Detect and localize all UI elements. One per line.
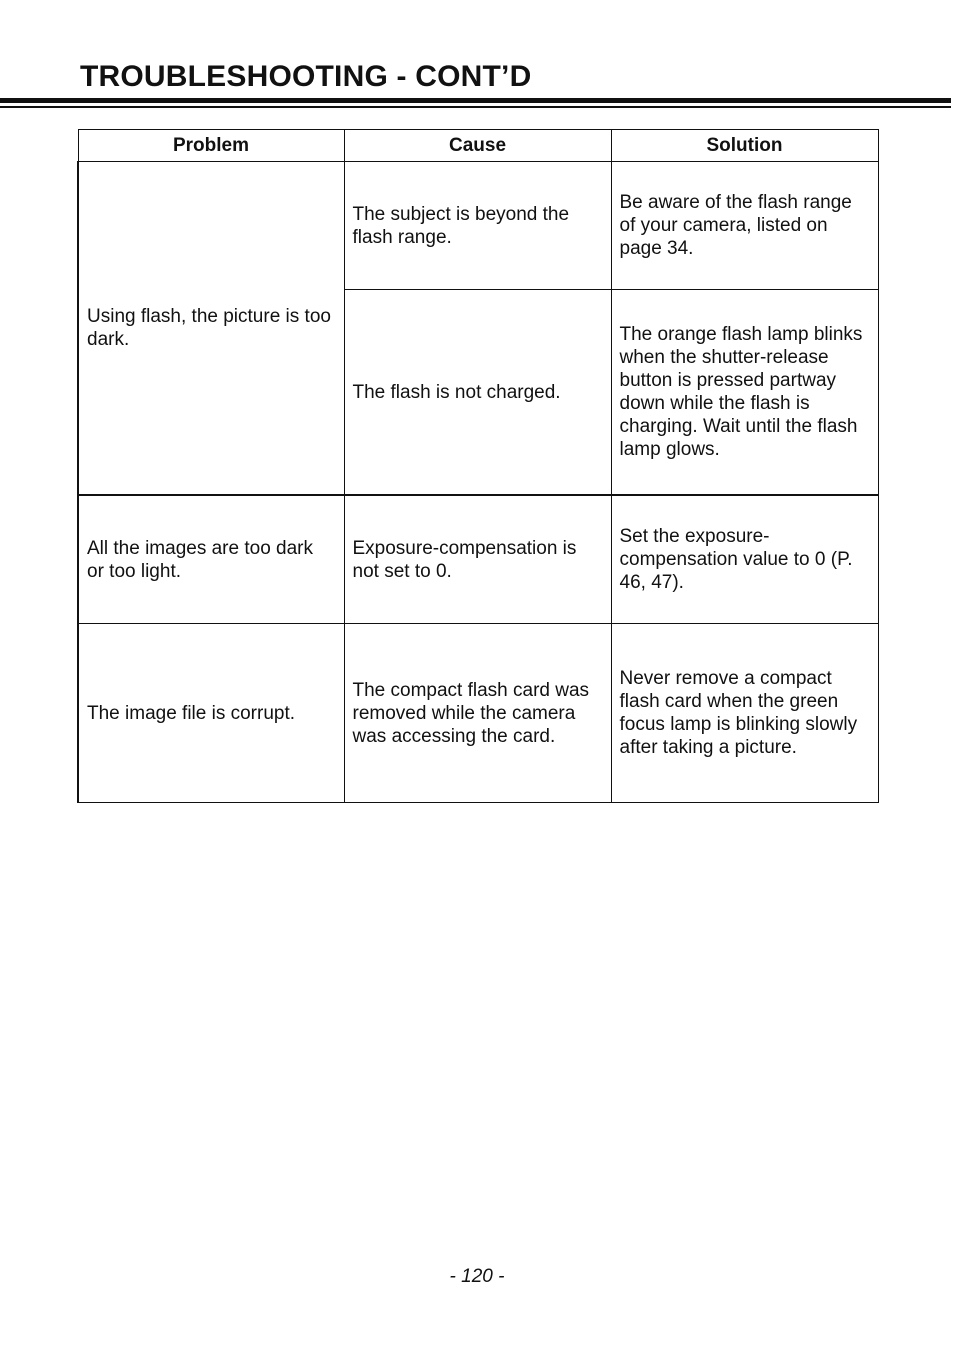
- page-number: - 120 -: [449, 1266, 505, 1287]
- header-rule-thin: [0, 106, 951, 108]
- page-title: TROUBLESHOOTING - CONT’D: [80, 60, 532, 93]
- cause-cell: Exposure-compensation is not set to 0.: [344, 495, 611, 624]
- problem-cell: All the images are too dark or too light.: [78, 495, 344, 624]
- table-row: [78, 495, 878, 624]
- header-problem: Problem: [78, 130, 344, 162]
- solution-cell: Be aware of the flash range of your camera, listed on page 34.: [611, 162, 878, 290]
- header-solution: Solution: [611, 130, 878, 162]
- header-cause: Cause: [344, 130, 611, 162]
- solution-cell: Set the exposure-compensation value to 0 (P. 46, 47).: [611, 495, 878, 624]
- cause-cell: The subject is beyond the flash range.: [344, 162, 611, 290]
- problem-cell: The image file is corrupt.: [78, 624, 344, 803]
- solution-cell: The orange flash lamp blinks when the shutter-release button is pressed partway down while the flash is charging. Wait until the flash lamp glows.: [611, 290, 878, 496]
- solution-cell: Never remove a compact flash card when the green focus lamp is blinking slowly after taking a picture.: [611, 624, 878, 803]
- cause-cell: The compact flash card was removed while the camera was accessing the card.: [344, 624, 611, 803]
- problem-cell: Using flash, the picture is too dark.: [78, 162, 344, 496]
- table-header-row: [78, 130, 878, 162]
- table-row: [78, 162, 878, 290]
- cause-cell: The flash is not charged.: [344, 290, 611, 496]
- table-row: [78, 624, 878, 803]
- header-rule-thick: [0, 98, 951, 103]
- troubleshooting-table: [77, 129, 879, 803]
